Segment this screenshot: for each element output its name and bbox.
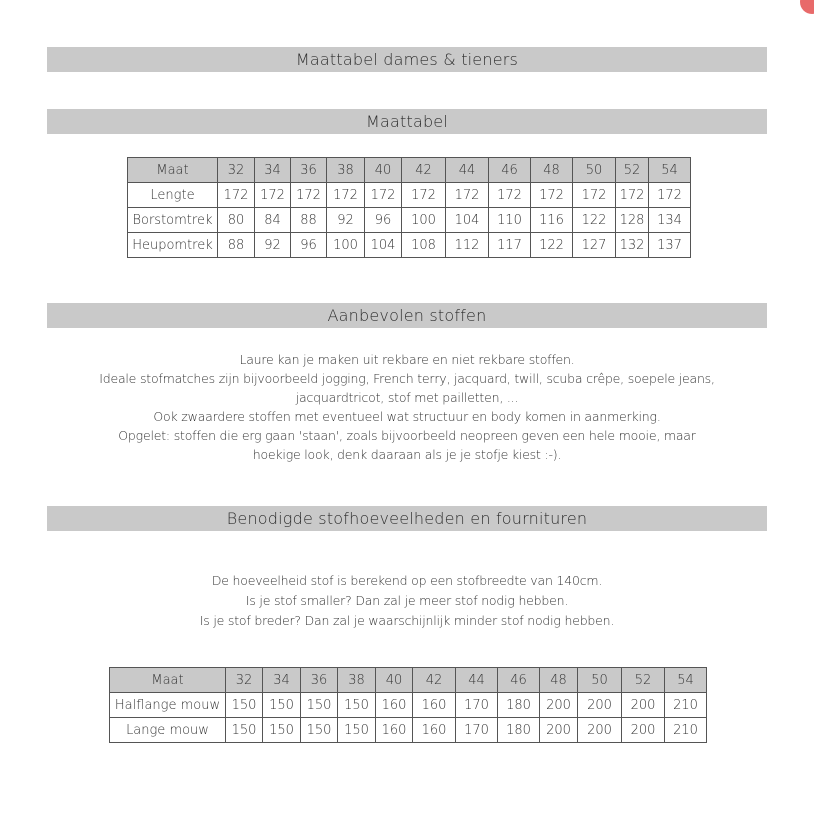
table-cell: 170 bbox=[456, 718, 498, 743]
table-cell: 132 bbox=[616, 233, 649, 258]
table-cell: 134 bbox=[649, 208, 691, 233]
column-header: Maat bbox=[128, 158, 218, 183]
column-header: 54 bbox=[649, 158, 691, 183]
table-cell: 100 bbox=[402, 208, 446, 233]
column-header: 54 bbox=[665, 668, 707, 693]
table-cell: 80 bbox=[218, 208, 255, 233]
table-cell: 160 bbox=[376, 718, 413, 743]
table-row bbox=[110, 718, 707, 743]
column-header: 34 bbox=[263, 668, 301, 693]
column-header: 52 bbox=[622, 668, 665, 693]
table-cell: 127 bbox=[573, 233, 616, 258]
table-cell: 110 bbox=[489, 208, 531, 233]
paragraph-line: Ook zwaardere stoffen met eventueel wat structuur en body komen in aanmerking. bbox=[153, 409, 661, 424]
table-cell: 92 bbox=[327, 208, 365, 233]
table-cell: 88 bbox=[218, 233, 255, 258]
table-cell: 150 bbox=[226, 693, 263, 718]
column-header: 50 bbox=[573, 158, 616, 183]
column-header: 38 bbox=[338, 668, 376, 693]
table-header-row bbox=[110, 668, 707, 693]
section-title-size-chart: Maattabel bbox=[47, 109, 767, 134]
table-cell: 160 bbox=[376, 693, 413, 718]
column-header: 52 bbox=[616, 158, 649, 183]
column-header: 34 bbox=[255, 158, 291, 183]
table-cell: 172 bbox=[365, 183, 402, 208]
fabrics-description bbox=[47, 350, 767, 464]
table-cell: 137 bbox=[649, 233, 691, 258]
table-cell: 200 bbox=[622, 693, 665, 718]
size-chart-table bbox=[127, 157, 691, 258]
column-header: 40 bbox=[376, 668, 413, 693]
table-cell: 150 bbox=[338, 693, 376, 718]
row-label: Lange mouw bbox=[110, 718, 226, 743]
table-cell: 122 bbox=[573, 208, 616, 233]
table-cell: 112 bbox=[446, 233, 489, 258]
table-cell: 150 bbox=[301, 718, 338, 743]
column-header: 44 bbox=[446, 158, 489, 183]
row-label: Borstomtrek bbox=[128, 208, 218, 233]
table-cell: 128 bbox=[616, 208, 649, 233]
page-title: Maattabel dames & tieners bbox=[47, 47, 767, 72]
table-cell: 210 bbox=[665, 718, 707, 743]
table-header-row bbox=[128, 158, 691, 183]
table-cell: 172 bbox=[327, 183, 365, 208]
row-label: Lengte bbox=[128, 183, 218, 208]
paragraph-line: Is je stof smaller? Dan zal je meer stof nodig hebben. bbox=[245, 593, 569, 608]
table-row bbox=[128, 208, 691, 233]
table-cell: 172 bbox=[573, 183, 616, 208]
table-cell: 104 bbox=[446, 208, 489, 233]
table-cell: 160 bbox=[413, 718, 456, 743]
table-cell: 172 bbox=[616, 183, 649, 208]
table-cell: 96 bbox=[365, 208, 402, 233]
paragraph-line: De hoeveelheid stof is berekend op een stofbreedte van 140cm. bbox=[211, 573, 603, 588]
corner-badge bbox=[800, 0, 814, 14]
table-cell: 200 bbox=[578, 693, 622, 718]
table-row bbox=[128, 183, 691, 208]
table-cell: 96 bbox=[291, 233, 327, 258]
fabric-quantity-table bbox=[109, 667, 707, 743]
column-header: 46 bbox=[498, 668, 540, 693]
table-row bbox=[110, 693, 707, 718]
table-cell: 180 bbox=[498, 693, 540, 718]
table-cell: 172 bbox=[218, 183, 255, 208]
table-cell: 172 bbox=[649, 183, 691, 208]
table-cell: 108 bbox=[402, 233, 446, 258]
table-row bbox=[128, 233, 691, 258]
column-header: 36 bbox=[301, 668, 338, 693]
table-cell: 172 bbox=[489, 183, 531, 208]
table-cell: 172 bbox=[531, 183, 573, 208]
table-cell: 200 bbox=[540, 693, 578, 718]
column-header: 48 bbox=[531, 158, 573, 183]
table-cell: 172 bbox=[255, 183, 291, 208]
table-cell: 88 bbox=[291, 208, 327, 233]
table-cell: 150 bbox=[226, 718, 263, 743]
column-header: 32 bbox=[226, 668, 263, 693]
paragraph-line: hoekige look, denk daaraan als je je stofje kiest :-). bbox=[252, 447, 562, 462]
paragraph-line: jacquardtricot, stof met pailletten, ... bbox=[295, 390, 519, 405]
table-cell: 180 bbox=[498, 718, 540, 743]
table-cell: 170 bbox=[456, 693, 498, 718]
section-title-fabrics: Aanbevolen stoffen bbox=[47, 303, 767, 328]
column-header: 50 bbox=[578, 668, 622, 693]
paragraph-line: Opgelet: stoffen die erg gaan 'staan', zoals bijvoorbeeld neopreen geven een hele mooie, maar bbox=[118, 428, 696, 443]
table-cell: 160 bbox=[413, 693, 456, 718]
table-cell: 100 bbox=[327, 233, 365, 258]
table-cell: 200 bbox=[578, 718, 622, 743]
table-cell: 84 bbox=[255, 208, 291, 233]
table-cell: 200 bbox=[622, 718, 665, 743]
table-cell: 172 bbox=[291, 183, 327, 208]
column-header: 42 bbox=[413, 668, 456, 693]
table-cell: 116 bbox=[531, 208, 573, 233]
table-cell: 122 bbox=[531, 233, 573, 258]
table-cell: 92 bbox=[255, 233, 291, 258]
column-header: 36 bbox=[291, 158, 327, 183]
table-cell: 150 bbox=[301, 693, 338, 718]
paragraph-line: Laure kan je maken uit rekbare en niet rekbare stoffen. bbox=[239, 352, 575, 367]
table-cell: 117 bbox=[489, 233, 531, 258]
paragraph-line: Is je stof breder? Dan zal je waarschijnlijk minder stof nodig hebben. bbox=[199, 613, 615, 628]
table-cell: 150 bbox=[263, 718, 301, 743]
table-cell: 150 bbox=[263, 693, 301, 718]
column-header: 46 bbox=[489, 158, 531, 183]
row-label: Heupomtrek bbox=[128, 233, 218, 258]
column-header: Maat bbox=[110, 668, 226, 693]
table-cell: 210 bbox=[665, 693, 707, 718]
quantities-description bbox=[47, 571, 767, 631]
column-header: 38 bbox=[327, 158, 365, 183]
column-header: 48 bbox=[540, 668, 578, 693]
column-header: 42 bbox=[402, 158, 446, 183]
table-cell: 104 bbox=[365, 233, 402, 258]
column-header: 32 bbox=[218, 158, 255, 183]
section-title-quantities: Benodigde stofhoeveelheden en fournituren bbox=[47, 506, 767, 531]
row-label: Halflange mouw bbox=[110, 693, 226, 718]
column-header: 44 bbox=[456, 668, 498, 693]
table-cell: 150 bbox=[338, 718, 376, 743]
paragraph-line: Ideale stofmatches zijn bijvoorbeeld jogging, French terry, jacquard, twill, scuba crêpe, soepele jeans, bbox=[99, 371, 715, 386]
table-cell: 172 bbox=[446, 183, 489, 208]
table-cell: 172 bbox=[402, 183, 446, 208]
column-header: 40 bbox=[365, 158, 402, 183]
table-cell: 200 bbox=[540, 718, 578, 743]
